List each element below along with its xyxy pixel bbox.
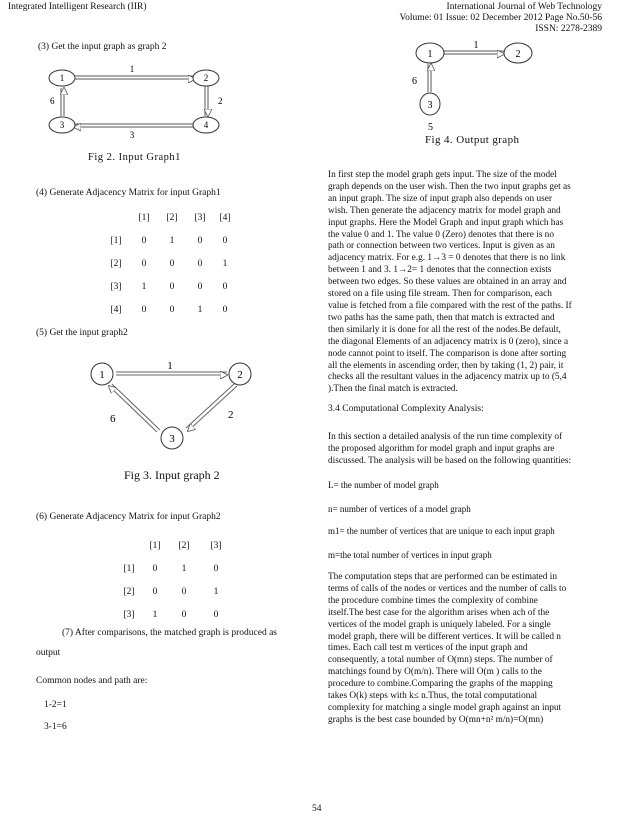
input-graph1-diagram xyxy=(40,60,240,142)
step6-text: (6) Generate Adjacency Matrix for input Graph2 xyxy=(36,512,221,522)
matrix2-cell: 0 xyxy=(213,609,219,620)
node-3-label: 3 xyxy=(59,120,65,130)
text-line: ).Then the final match is extracted. xyxy=(328,384,458,395)
matrix1-col-header: [1] xyxy=(138,212,150,223)
text-line: two paths has the same path, then that match is extracted and xyxy=(328,312,555,323)
matrix1-col-header: [2] xyxy=(166,212,178,223)
matrix2-cell: 0 xyxy=(181,609,187,620)
matrix1-cell: 0 xyxy=(222,304,228,315)
text-line: the procedure combine times the complexity of combine xyxy=(328,595,538,606)
matrix2-cell: 1 xyxy=(213,586,219,597)
text-line: consequently, a total number of O(mn) steps. The number of xyxy=(328,655,553,666)
step3-text: (3) Get the input graph as graph 2 xyxy=(38,42,167,52)
matrix2-cell: 0 xyxy=(213,563,219,574)
text-line: adjacency matrix. For e.g. 1→3 = 0 denotes that there is no link xyxy=(328,253,566,264)
text-line: graph depends on the user wish. Then the two input graphs get as xyxy=(328,181,571,192)
matrix2-row xyxy=(118,580,234,603)
text-line: procedure to combine.Comparing the graphs of the mapping xyxy=(328,679,553,690)
definition-L: L= the number of model graph xyxy=(328,480,439,490)
text-line: terms of calls of the nodes or vertices and the number of calls to xyxy=(328,583,567,594)
text-line: path or connection between two vertices. Input is given as an xyxy=(328,241,555,252)
matrix2-cell: 0 xyxy=(152,563,158,574)
text-line: the value 0 and 1. The value 0 (Zero) denotes that there is no xyxy=(328,229,554,240)
text-line: then similarly it is done for all the rest of the nodes.Be default, xyxy=(328,324,561,335)
node-3-label: 3 xyxy=(427,100,433,111)
text-line: between 1 and 3. 1→2= 1 denotes that the connection exists xyxy=(328,265,552,276)
node-1-label: 1 xyxy=(59,73,65,83)
matrix2-row xyxy=(118,557,234,580)
text-line: stored on a file using file stream. Then for comparison, each xyxy=(328,289,552,300)
matrix1-row-label: [3] xyxy=(110,281,122,292)
text-line: input graphs. Here the Model Graph and input graph which has xyxy=(328,217,564,228)
common-nodes-text: Common nodes and path are: xyxy=(36,676,148,686)
output-graph-diagram xyxy=(408,38,548,134)
matrix1-cell: 0 xyxy=(141,304,147,315)
page-number: 54 xyxy=(312,804,322,814)
matrix1-row xyxy=(100,298,238,321)
matrix2-col-header: [2] xyxy=(178,540,190,551)
matrix2-row xyxy=(118,603,234,626)
edge-label-2: 2 xyxy=(228,409,234,421)
edge-2-3 xyxy=(186,384,234,428)
header-journal-title: International Journal of Web Technology xyxy=(446,2,602,12)
edge-label-1: 1 xyxy=(473,40,479,51)
matrix2-cell: 0 xyxy=(152,586,158,597)
node-4-label: 4 xyxy=(203,120,209,130)
matrix2-cell: 1 xyxy=(152,609,158,620)
node-2-label: 2 xyxy=(237,369,243,381)
node-3-label: 3 xyxy=(169,433,175,445)
edge-3-1-arrow xyxy=(109,386,157,432)
fig2-caption: Fig 2. Input Graph1 xyxy=(88,152,181,163)
paragraph-complexity-intro xyxy=(328,432,600,468)
paragraph-model-graph xyxy=(328,170,600,396)
text-line: model graph, there will be different vertices. It will be called n xyxy=(328,631,561,642)
edge-3-1 xyxy=(112,384,160,430)
node-2-label: 2 xyxy=(515,49,521,60)
adjacency-matrix-2 xyxy=(118,534,234,626)
matrix1-row-label: [2] xyxy=(110,258,122,269)
matrix1-cell: 0 xyxy=(169,281,175,292)
matrix2-col-header: [3] xyxy=(210,540,222,551)
text-line: times. Each call test m vertices of the input graph and xyxy=(328,643,528,654)
matrix1-cell: 0 xyxy=(197,281,203,292)
text-line: value is fetched from a file compared with the rest of the paths. If xyxy=(328,300,572,311)
section-3-4-title: 3.4 Computational Complexity Analysis: xyxy=(328,404,484,414)
matrix1-cell: 0 xyxy=(169,258,175,269)
step7-line1: (7) After comparisons, the matched graph is produced as xyxy=(62,628,278,638)
definition-m: m=the total number of vertices in input graph xyxy=(328,550,492,560)
text-line: takes O(k) steps with k≤ n.Thus, the total computational xyxy=(328,691,538,702)
matrix2-col-header: [1] xyxy=(149,540,161,551)
text-line: vertices of the model graph is uniquely labeled. For a single xyxy=(328,619,551,630)
edge-label-1: 1 xyxy=(129,64,135,74)
matrix1-cell: 1 xyxy=(141,281,147,292)
matrix2-cell: 0 xyxy=(181,586,187,597)
step4-text: (4) Generate Adjacency Matrix for input Graph1 xyxy=(36,188,221,198)
text-line: an input graph. The size of input graph also depends on user xyxy=(328,193,552,204)
text-line: In first step the model graph gets input. The size of the model xyxy=(328,170,557,180)
matrix1-row xyxy=(100,275,238,298)
edge-label-1: 1 xyxy=(167,360,173,372)
edge-label-3: 3 xyxy=(129,130,135,140)
text-line: In this section a detailed analysis of the run time complexity of xyxy=(328,432,563,442)
matrix1-row xyxy=(100,229,238,252)
matrix2-header-row xyxy=(118,534,234,557)
text-line: complexity for matching a single model graph against an input xyxy=(328,702,562,713)
matrix1-row-label: [1] xyxy=(110,235,122,246)
fig3-caption: Fig 3. Input graph 2 xyxy=(124,468,220,482)
edge-label-6: 6 xyxy=(110,413,116,425)
header-volume: Volume: 01 Issue: 02 December 2012 Page No.50-56 xyxy=(399,13,602,23)
matrix1-col-header: [4] xyxy=(219,212,231,223)
matrix2-cell: 1 xyxy=(181,563,187,574)
matrix2-row-label: [2] xyxy=(123,586,135,597)
matrix1-cell: 0 xyxy=(222,235,228,246)
matrix1-header-row xyxy=(100,206,238,229)
text-line: wish. Then generate the adjacency matrix for model graph and xyxy=(328,205,561,216)
matrix1-row-label: [4] xyxy=(110,304,122,315)
edge-label-6: 6 xyxy=(50,96,55,106)
text-line: all the elements in ascending order, then by taking (1, 2) pair, it xyxy=(328,360,564,371)
node-1-label: 1 xyxy=(427,49,433,60)
text-line: between two edges. So these values are obtained in an array and xyxy=(328,277,567,288)
text-line: node cannot point to itself. The comparison is done after sorting xyxy=(328,348,567,359)
text-line: the diagonal Elements of an adjacency matrix is 0 (zero), since a xyxy=(328,336,569,347)
matrix1-cell: 0 xyxy=(197,258,203,269)
matrix1-row xyxy=(100,252,238,275)
header-journal-right xyxy=(400,2,602,35)
matrix1-cell: 1 xyxy=(169,235,175,246)
input-graph2-diagram xyxy=(84,352,274,452)
matrix1-col-header: [3] xyxy=(194,212,206,223)
text-line: The computation steps that are performed can be estimated in xyxy=(328,572,557,582)
text-line: discussed. The analysis will be based on the following quantities: xyxy=(328,455,572,466)
matrix1-cell: 1 xyxy=(197,304,203,315)
matrix1-cell: 0 xyxy=(197,235,203,246)
edge-label-5: 5 xyxy=(428,122,433,133)
text-line: graphs is the best case bounded by O(mn+n² m/n)=O(mn) xyxy=(328,714,544,725)
fig4-caption: Fig 4. Output graph xyxy=(425,134,520,146)
matrix1-cell: 0 xyxy=(222,281,228,292)
header-issn: ISSN: 2278-2389 xyxy=(535,24,602,34)
step5-text: (5) Get the input graph2 xyxy=(36,328,128,338)
matrix2-row-label: [3] xyxy=(123,609,135,620)
matrix1-cell: 0 xyxy=(169,304,175,315)
edge-label-2: 2 xyxy=(218,96,223,106)
text-line: the proposed algorithm for model graph and input graphs are xyxy=(328,443,555,454)
header-journal-left: Integrated Intelligent Research (IIR) xyxy=(8,2,147,12)
matrix1-cell: 0 xyxy=(141,235,147,246)
edge-label-6: 6 xyxy=(412,76,417,87)
matrix1-cell: 0 xyxy=(141,258,147,269)
node-2-label: 2 xyxy=(203,73,209,83)
step7-line2: output xyxy=(36,648,61,658)
matrix2-row-label: [1] xyxy=(123,563,135,574)
adjacency-matrix-1 xyxy=(100,206,238,321)
matrix1-cell: 1 xyxy=(222,258,228,269)
text-line: itself.The best case for the algorithm arises when ach of the xyxy=(328,607,550,618)
definition-m1: m1= the number of vertices that are unique to each input graph xyxy=(328,526,555,536)
path-1-2: 1-2=1 xyxy=(44,700,67,710)
paragraph-computation-steps xyxy=(328,572,600,727)
text-line: checks all the resultant values in the adjacency matrix up to (5,4 xyxy=(328,372,567,383)
definition-n: n= number of vertices of a model graph xyxy=(328,504,471,514)
path-3-1: 3-1=6 xyxy=(44,722,67,732)
node-1-label: 1 xyxy=(99,369,105,381)
text-line: matchings found by O(m/n). There will O(m ) calls to the xyxy=(328,667,542,678)
